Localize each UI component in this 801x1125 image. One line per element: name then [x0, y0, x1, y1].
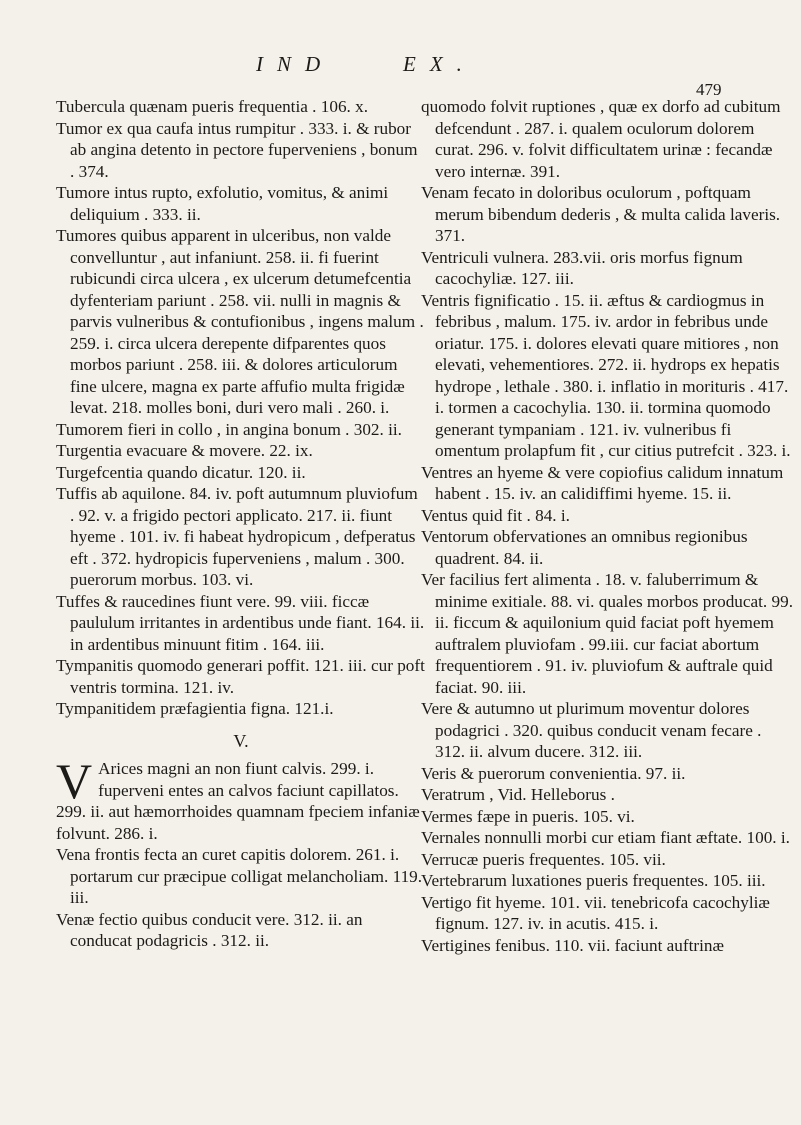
index-entry: Vertigo fit hyeme. 101. vii. tenebricofa cacochyliæ fignum. 127. iv. in acutis. 415. i.	[421, 892, 770, 933]
index-entry: Ver facilius fert alimenta . 18. v. faluberrimum & minime exitiale. 88. vi. quales morbos producat. 99. ii. ficcum & aquilonium quid faciat poft hyemem auftralem pluviofam . 99.iii. cur faciat abortum frequentiorem . 91. iv. pluviofum & auftrale quid faciat. 90. iii.	[421, 570, 794, 697]
index-entry: Tumorem fieri in collo , in angina bonum . 302. ii.	[56, 419, 402, 439]
index-entry: Vernales nonnulli morbi cur etiam fiant æftate. 100. i.	[421, 828, 790, 847]
header-right: EX.	[403, 52, 476, 76]
index-entry: Tympanitis quomodo generari poffit. 121. iii. cur poft ventris tormina. 121. iv.	[56, 656, 425, 697]
index-entry: Tuffis ab aquilone. 84. iv. poft autumnum pluviofum . 92. v. a frigido pectori applicato. 217. ii. fiunt hyeme . 101. iv. fi habeat hydropicum , defperatus eft . 372. hydropicis fuperveniens , malum . 300. puerorum morbus. 103. vi.	[56, 484, 418, 589]
right-column	[421, 96, 793, 956]
running-header	[0, 52, 801, 82]
index-entry: Turgefcentia quando dicatur. 120. ii.	[56, 462, 306, 482]
page-number: 479	[696, 80, 722, 99]
index-entry: Tuffes & raucedines fiunt vere. 99. viii. ficcæ paululum irritantes in ardentibus unde fiant. 164. ii. in ardentibus minuunt fitim . 164. iii.	[56, 591, 425, 654]
index-entry: Tympanitidem præfagientia figna. 121.i.	[56, 699, 334, 718]
index-entry: quomodo folvit ruptiones , quæ ex dorfo ad cubitum defcendunt . 287. i. qualem oculorum dolorem curat. 296. v. folvit difficultatem urinæ : fecandæ vero internæ. 391.	[421, 97, 781, 181]
index-entry: Ventres an hyeme & vere copiofius calidum innatum habent . 15. iv. an calidiffimi hyeme. 15. ii.	[421, 462, 784, 503]
index-entry: Vermes fæpe in pueris. 105. vi.	[421, 806, 635, 826]
index-entry: Venam fecato in doloribus oculorum , poftquam merum bibendum dederis , & multa calida laveris. 371.	[421, 183, 781, 245]
header-left: IND	[256, 52, 335, 76]
index-entry-dropcap	[56, 753, 426, 844]
index-entry: Tumore intus rupto, exfolutio, vomitus, & animi deliquium . 333. ii.	[56, 183, 389, 224]
index-entry: Verrucæ pueris frequentes. 105. vii.	[421, 849, 666, 869]
index-entry: Tumores quibus apparent in ulceribus, non valde convelluntur , aut infaniunt. 258. ii. fi fuerint rubicundi circa ulcera , ex ulcerum detumefcentia dyfenteriam pariunt . 258. vii. nulli in magnis & parvis vulneribus & contufionibus , ingens malum . 259. i. circa ulcera derepente difparentes quos morbos pariunt . 258. iii. & dolores articulorum fine ulcere, magna ex parte affufio multa frigidæ levat. 218. molles boni, duri vero mali . 260. i.	[56, 226, 424, 417]
index-entry: Vere & autumno ut plurimum moventur dolores podagrici . 320. quibus conducit venam fecare . 312. ii. alvum ducere. 312. iii.	[421, 699, 762, 761]
index-entry: Vertebrarum luxationes pueris frequentes. 105. iii.	[421, 871, 766, 890]
index-entry: Vena frontis fecta an curet capitis dolorem. 261. i. portarum cur præcipue colligat melancholiam. 119. iii.	[56, 845, 423, 907]
index-entry: Veratrum , Vid. Helleborus .	[421, 785, 615, 804]
index-entry: Tumor ex qua caufa intus rumpitur . 333. i. & rubor ab angina detento in pectore fuperveniens , bonum . 374.	[56, 118, 418, 181]
index-entry: Tubercula quænam pueris frequentia . 106. x.	[56, 97, 369, 116]
index-entry: Veris & puerorum convenientia. 97. ii.	[421, 763, 686, 783]
drop-cap: V	[56, 753, 93, 809]
index-entry: Ventus quid fit . 84. i.	[421, 505, 570, 525]
dropcap-entry-text: Arices magni an non fiunt calvis. 299. i. fuperveni entes an calvos faciunt capillatos. 299. ii. aut hæmorrhoides quamnam fpeciem infaniæ folvunt. 286. i.	[56, 759, 420, 843]
index-entry: Venæ fectio quibus conducit vere. 312. ii. an conducat podagricis . 312. ii.	[56, 909, 363, 950]
index-entry: Ventris fignificatio . 15. ii. æftus & cardiogmus in febribus , malum. 175. iv. ardor in febribus unde oriatur. 175. i. dolores elevati quare mitiores , non elevati, vehementiores. 272. ii. hydrops ex hepatis hydrope , lethale . 380. i. inflatio in morituris . 417. i. tormen a cacochylia. 130. ii. tormina quomodo generant tympaniam . 121. iv. vulneribus fi omentum prolapfum fit , cur citius putrefcit . 323. i.	[421, 290, 791, 460]
index-entry: Ventriculi vulnera. 283.vii. oris morfus fignum cacochyliæ. 127. iii.	[421, 247, 743, 288]
index-entry: Turgentia evacuare & movere. 22. ix.	[56, 441, 313, 460]
left-column	[56, 96, 426, 952]
section-letter: V.	[233, 730, 249, 751]
index-entry: Vertigines fenibus. 110. vii. faciunt auftrinæ	[421, 935, 724, 955]
index-entry: Ventorum obfervationes an omnibus regionibus quadrent. 84. ii.	[421, 527, 748, 568]
